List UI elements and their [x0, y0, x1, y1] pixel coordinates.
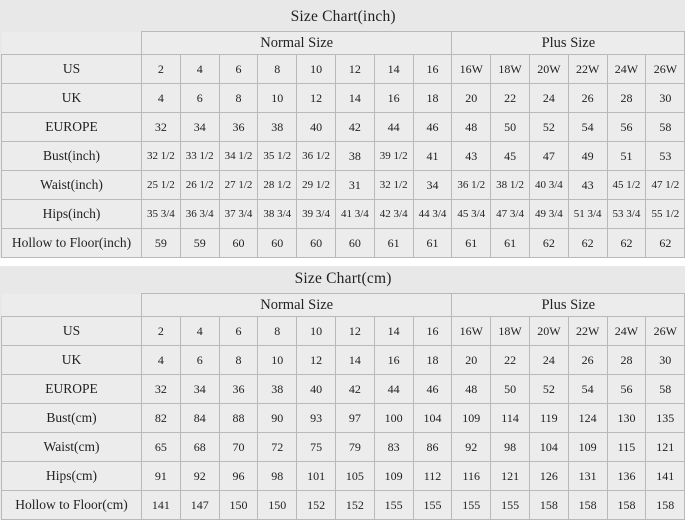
- table-row: [2, 317, 685, 346]
- table-row: [2, 113, 685, 142]
- table-cell: 12: [335, 55, 374, 84]
- table-cell: 28: [607, 84, 646, 113]
- table-cell: 36: [219, 113, 258, 142]
- table-cell: 60: [258, 229, 297, 258]
- table-cell: 28 1/2: [258, 171, 297, 200]
- table-cell: 91: [142, 462, 181, 491]
- table-cell: 33 1/2: [180, 142, 219, 171]
- table-cell: 43: [568, 171, 607, 200]
- size-chart-cm-table: [1, 266, 685, 520]
- table-cell: 16W: [452, 55, 491, 84]
- table-cell: 2: [142, 55, 181, 84]
- table-cell: 42 3/4: [374, 200, 413, 229]
- group-header-plus: Plus Size: [452, 32, 685, 55]
- table-cell: 90: [258, 404, 297, 433]
- table-cell: 22W: [568, 317, 607, 346]
- table-cell: 96: [219, 462, 258, 491]
- table-cell: 61: [491, 229, 530, 258]
- table-cell: 97: [335, 404, 374, 433]
- table-cell: 49 3/4: [529, 200, 568, 229]
- table-cell: 45: [491, 142, 530, 171]
- table-cell: 18: [413, 84, 452, 113]
- table-cell: 41: [413, 142, 452, 171]
- table-cell: 34: [413, 171, 452, 200]
- row-label: Waist(cm): [2, 433, 142, 462]
- size-chart-inch-table: [1, 4, 685, 258]
- table-cell: 20: [452, 84, 491, 113]
- table-cell: 158: [607, 491, 646, 520]
- table-cell: 130: [607, 404, 646, 433]
- table-cell: 155: [413, 491, 452, 520]
- table-cell: 121: [491, 462, 530, 491]
- table-cell: 58: [646, 375, 685, 404]
- table-cell: 41 3/4: [335, 200, 374, 229]
- table-cell: 31: [335, 171, 374, 200]
- table-cell: 40: [297, 375, 336, 404]
- table-cell: 88: [219, 404, 258, 433]
- row-label: Bust(cm): [2, 404, 142, 433]
- table-cell: 104: [529, 433, 568, 462]
- table-cell: 36 1/2: [452, 171, 491, 200]
- table-cell: 28: [607, 346, 646, 375]
- table-cell: 8: [258, 55, 297, 84]
- group-header-plus: Plus Size: [452, 294, 685, 317]
- table-cell: 65: [142, 433, 181, 462]
- table-cell: 32: [142, 113, 181, 142]
- table-cell: 39 3/4: [297, 200, 336, 229]
- table-cell: 101: [297, 462, 336, 491]
- size-chart-cm-body: [2, 266, 685, 520]
- table-row: [2, 171, 685, 200]
- table-cell: 38: [258, 113, 297, 142]
- size-chart-inch-body: [2, 4, 685, 258]
- row-label: Bust(inch): [2, 142, 142, 171]
- table-cell: 18: [413, 346, 452, 375]
- table-cell: 121: [646, 433, 685, 462]
- table-cell: 48: [452, 375, 491, 404]
- table-cell: 2: [142, 317, 181, 346]
- table-cell: 12: [297, 84, 336, 113]
- table-cell: 36 1/2: [297, 142, 336, 171]
- table-row: [2, 462, 685, 491]
- table-cell: 53: [646, 142, 685, 171]
- table-cell: 84: [180, 404, 219, 433]
- row-label: EUROPE: [2, 113, 142, 142]
- table-cell: 30: [646, 346, 685, 375]
- table-cell: 38: [258, 375, 297, 404]
- chart-title-row: [2, 4, 685, 32]
- table-cell: 38 1/2: [491, 171, 530, 200]
- table-cell: 49: [568, 142, 607, 171]
- table-cell: 79: [335, 433, 374, 462]
- table-cell: 29 1/2: [297, 171, 336, 200]
- table-cell: 105: [335, 462, 374, 491]
- table-cell: 58: [646, 113, 685, 142]
- table-cell: 18W: [491, 317, 530, 346]
- table-cell: 104: [413, 404, 452, 433]
- table-cell: 86: [413, 433, 452, 462]
- table-cell: 16: [413, 55, 452, 84]
- table-cell: 150: [219, 491, 258, 520]
- table-cell: 62: [568, 229, 607, 258]
- table-cell: 109: [452, 404, 491, 433]
- table-cell: 46: [413, 113, 452, 142]
- table-cell: 51 3/4: [568, 200, 607, 229]
- table-cell: 30: [646, 84, 685, 113]
- table-cell: 75: [297, 433, 336, 462]
- table-cell: 12: [335, 317, 374, 346]
- table-row: [2, 84, 685, 113]
- table-cell: 14: [374, 317, 413, 346]
- table-cell: 62: [646, 229, 685, 258]
- table-cell: 16W: [452, 317, 491, 346]
- table-cell: 59: [142, 229, 181, 258]
- table-cell: 62: [529, 229, 568, 258]
- table-row: [2, 433, 685, 462]
- table-cell: 38 3/4: [258, 200, 297, 229]
- table-cell: 32: [142, 375, 181, 404]
- table-row: [2, 55, 685, 84]
- table-cell: 155: [374, 491, 413, 520]
- table-cell: 60: [219, 229, 258, 258]
- table-cell: 52: [529, 113, 568, 142]
- table-cell: 147: [180, 491, 219, 520]
- table-cell: 34: [180, 375, 219, 404]
- table-cell: 22: [491, 84, 530, 113]
- table-cell: 40: [297, 113, 336, 142]
- table-cell: 51: [607, 142, 646, 171]
- table-row: [2, 229, 685, 258]
- table-cell: 62: [607, 229, 646, 258]
- table-cell: 35 3/4: [142, 200, 181, 229]
- table-cell: 12: [297, 346, 336, 375]
- row-label: UK: [2, 84, 142, 113]
- corner-cell: [2, 294, 142, 317]
- row-label: Waist(inch): [2, 171, 142, 200]
- table-cell: 10: [258, 84, 297, 113]
- table-cell: 47 1/2: [646, 171, 685, 200]
- table-cell: 136: [607, 462, 646, 491]
- table-cell: 50: [491, 375, 530, 404]
- table-cell: 92: [452, 433, 491, 462]
- table-cell: 27 1/2: [219, 171, 258, 200]
- table-cell: 50: [491, 113, 530, 142]
- table-cell: 60: [335, 229, 374, 258]
- table-row: [2, 404, 685, 433]
- table-cell: 35 1/2: [258, 142, 297, 171]
- table-cell: 22: [491, 346, 530, 375]
- table-cell: 40 3/4: [529, 171, 568, 200]
- table-cell: 6: [180, 346, 219, 375]
- table-cell: 83: [374, 433, 413, 462]
- table-cell: 92: [180, 462, 219, 491]
- table-cell: 25 1/2: [142, 171, 181, 200]
- table-cell: 32 1/2: [142, 142, 181, 171]
- table-cell: 56: [607, 375, 646, 404]
- table-cell: 34 1/2: [219, 142, 258, 171]
- table-cell: 42: [335, 113, 374, 142]
- table-cell: 44 3/4: [413, 200, 452, 229]
- row-label: UK: [2, 346, 142, 375]
- table-cell: 152: [297, 491, 336, 520]
- table-cell: 16: [413, 317, 452, 346]
- table-row: [2, 375, 685, 404]
- group-header-normal: Normal Size: [142, 32, 452, 55]
- table-cell: 14: [335, 346, 374, 375]
- size-chart-inch-block: [0, 0, 685, 258]
- corner-cell: [2, 32, 142, 55]
- table-cell: 45 1/2: [607, 171, 646, 200]
- table-cell: 32 1/2: [374, 171, 413, 200]
- table-cell: 72: [258, 433, 297, 462]
- table-cell: 43: [452, 142, 491, 171]
- table-cell: 93: [297, 404, 336, 433]
- table-cell: 8: [219, 346, 258, 375]
- row-label: US: [2, 55, 142, 84]
- table-cell: 56: [607, 113, 646, 142]
- table-cell: 115: [607, 433, 646, 462]
- table-row: [2, 491, 685, 520]
- table-cell: 46: [413, 375, 452, 404]
- chart-separator: [0, 258, 685, 266]
- table-cell: 16: [374, 346, 413, 375]
- table-cell: 116: [452, 462, 491, 491]
- table-cell: 100: [374, 404, 413, 433]
- table-cell: 152: [335, 491, 374, 520]
- table-cell: 61: [413, 229, 452, 258]
- table-cell: 34: [180, 113, 219, 142]
- table-row: [2, 346, 685, 375]
- table-cell: 8: [258, 317, 297, 346]
- table-cell: 24: [529, 346, 568, 375]
- table-cell: 18W: [491, 55, 530, 84]
- table-cell: 109: [568, 433, 607, 462]
- table-cell: 150: [258, 491, 297, 520]
- table-cell: 24W: [607, 317, 646, 346]
- table-cell: 36 3/4: [180, 200, 219, 229]
- table-cell: 24W: [607, 55, 646, 84]
- table-cell: 48: [452, 113, 491, 142]
- table-cell: 70: [219, 433, 258, 462]
- table-cell: 55 1/2: [646, 200, 685, 229]
- chart-title-row: [2, 266, 685, 294]
- group-header-normal: Normal Size: [142, 294, 452, 317]
- table-cell: 26: [568, 84, 607, 113]
- table-cell: 20W: [529, 317, 568, 346]
- table-cell: 109: [374, 462, 413, 491]
- table-cell: 158: [646, 491, 685, 520]
- table-cell: 98: [258, 462, 297, 491]
- table-cell: 54: [568, 375, 607, 404]
- table-cell: 26W: [646, 55, 685, 84]
- table-row: [2, 200, 685, 229]
- chart-title: Size Chart(cm): [2, 266, 685, 294]
- table-cell: 38: [335, 142, 374, 171]
- table-cell: 114: [491, 404, 530, 433]
- row-label: EUROPE: [2, 375, 142, 404]
- table-cell: 42: [335, 375, 374, 404]
- table-cell: 98: [491, 433, 530, 462]
- table-cell: 60: [297, 229, 336, 258]
- table-cell: 61: [374, 229, 413, 258]
- table-cell: 158: [529, 491, 568, 520]
- table-cell: 16: [374, 84, 413, 113]
- table-cell: 124: [568, 404, 607, 433]
- table-cell: 4: [142, 346, 181, 375]
- table-cell: 6: [219, 317, 258, 346]
- table-cell: 10: [258, 346, 297, 375]
- table-cell: 4: [142, 84, 181, 113]
- table-cell: 10: [297, 317, 336, 346]
- table-cell: 20: [452, 346, 491, 375]
- table-cell: 52: [529, 375, 568, 404]
- table-cell: 47 3/4: [491, 200, 530, 229]
- row-label: US: [2, 317, 142, 346]
- table-cell: 22W: [568, 55, 607, 84]
- table-cell: 14: [374, 55, 413, 84]
- table-cell: 112: [413, 462, 452, 491]
- size-chart-cm-block: [0, 266, 685, 520]
- table-cell: 131: [568, 462, 607, 491]
- table-cell: 45 3/4: [452, 200, 491, 229]
- table-cell: 4: [180, 317, 219, 346]
- table-cell: 59: [180, 229, 219, 258]
- table-cell: 53 3/4: [607, 200, 646, 229]
- table-cell: 47: [529, 142, 568, 171]
- table-cell: 155: [491, 491, 530, 520]
- table-cell: 54: [568, 113, 607, 142]
- table-cell: 26 1/2: [180, 171, 219, 200]
- table-cell: 24: [529, 84, 568, 113]
- table-cell: 39 1/2: [374, 142, 413, 171]
- table-cell: 6: [219, 55, 258, 84]
- table-cell: 61: [452, 229, 491, 258]
- table-cell: 14: [335, 84, 374, 113]
- table-cell: 158: [568, 491, 607, 520]
- table-cell: 37 3/4: [219, 200, 258, 229]
- table-cell: 44: [374, 113, 413, 142]
- table-cell: 44: [374, 375, 413, 404]
- table-cell: 82: [142, 404, 181, 433]
- row-label: Hips(cm): [2, 462, 142, 491]
- row-label: Hollow to Floor(inch): [2, 229, 142, 258]
- table-cell: 10: [297, 55, 336, 84]
- table-cell: 26W: [646, 317, 685, 346]
- row-label: Hips(inch): [2, 200, 142, 229]
- table-cell: 119: [529, 404, 568, 433]
- table-cell: 8: [219, 84, 258, 113]
- table-cell: 155: [452, 491, 491, 520]
- table-cell: 36: [219, 375, 258, 404]
- table-cell: 26: [568, 346, 607, 375]
- group-header-row: [2, 32, 685, 55]
- group-header-row: [2, 294, 685, 317]
- table-cell: 126: [529, 462, 568, 491]
- row-label: Hollow to Floor(cm): [2, 491, 142, 520]
- table-cell: 141: [646, 462, 685, 491]
- table-cell: 20W: [529, 55, 568, 84]
- table-cell: 4: [180, 55, 219, 84]
- table-row: [2, 142, 685, 171]
- table-cell: 141: [142, 491, 181, 520]
- chart-title: Size Chart(inch): [2, 4, 685, 32]
- table-cell: 6: [180, 84, 219, 113]
- table-cell: 135: [646, 404, 685, 433]
- table-cell: 68: [180, 433, 219, 462]
